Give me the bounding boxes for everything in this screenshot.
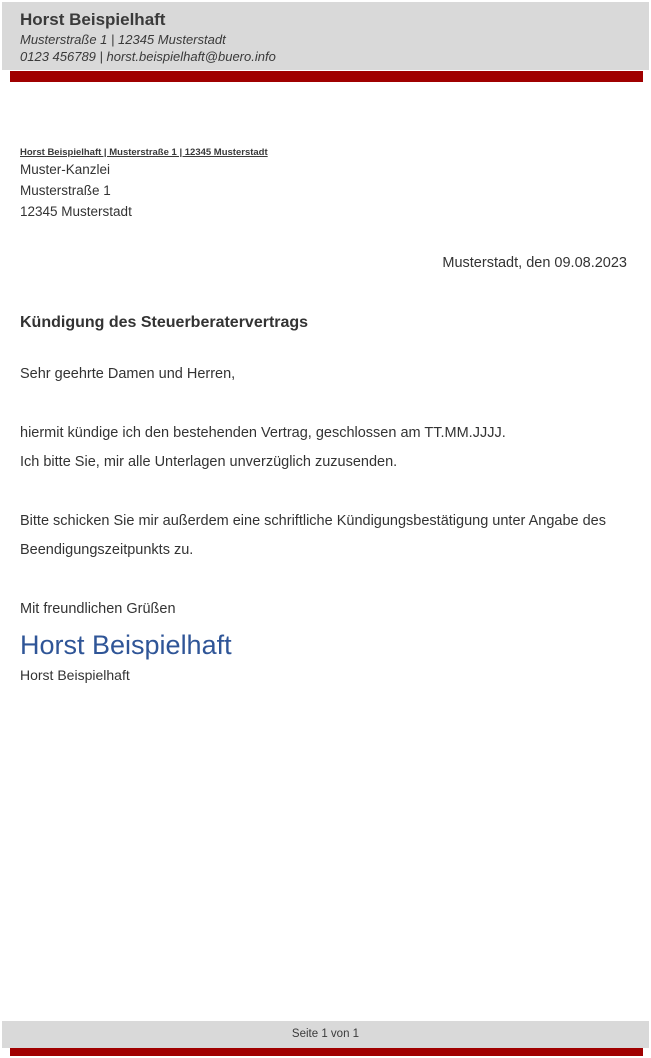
signature: Horst Beispielhaft — [20, 630, 232, 660]
body-paragraph-2-line-2: Beendigungszeitpunkts zu. — [20, 542, 194, 558]
sender-return-line: Horst Beispielhaft | Musterstraße 1 | 12345 Musterstadt — [20, 147, 268, 158]
letterhead — [2, 2, 649, 70]
typed-name: Horst Beispielhaft — [20, 667, 130, 683]
letterhead-name: Horst Beispielhaft — [20, 10, 166, 29]
letter-subject: Kündigung des Steuerberatervertrags — [20, 314, 309, 331]
body-paragraph-1-line-1: hiermit kündige ich den bestehenden Vertrag, geschlossen am TT.MM.JJJJ. — [20, 425, 506, 441]
letter-closing: Mit freundlichen Grüßen — [20, 601, 176, 617]
letterhead-address: Musterstraße 1 | 12345 Musterstadt — [20, 32, 226, 47]
body-paragraph-1-line-2: Ich bitte Sie, mir alle Unterlagen unverzüglich zuzusenden. — [20, 454, 398, 470]
recipient-street: Musterstraße 1 — [20, 183, 111, 198]
body-paragraph-2-line-1: Bitte schicken Sie mir außerdem eine schriftliche Kündigungsbestätigung unter Angabe des — [20, 513, 606, 529]
letterhead-contact: 0123 456789 | horst.beispielhaft@buero.info — [20, 49, 276, 64]
recipient-city: 12345 Musterstadt — [20, 204, 132, 219]
header-accent-bar — [10, 71, 643, 82]
page-number: Seite 1 von 1 — [291, 1028, 360, 1040]
recipient-name: Muster-Kanzlei — [20, 162, 111, 177]
footer-accent-bar — [10, 1048, 643, 1056]
page-footer — [2, 1021, 649, 1048]
letter-greeting: Sehr geehrte Damen und Herren, — [20, 366, 236, 382]
letter-date: Musterstadt, den 09.08.2023 — [442, 255, 627, 271]
